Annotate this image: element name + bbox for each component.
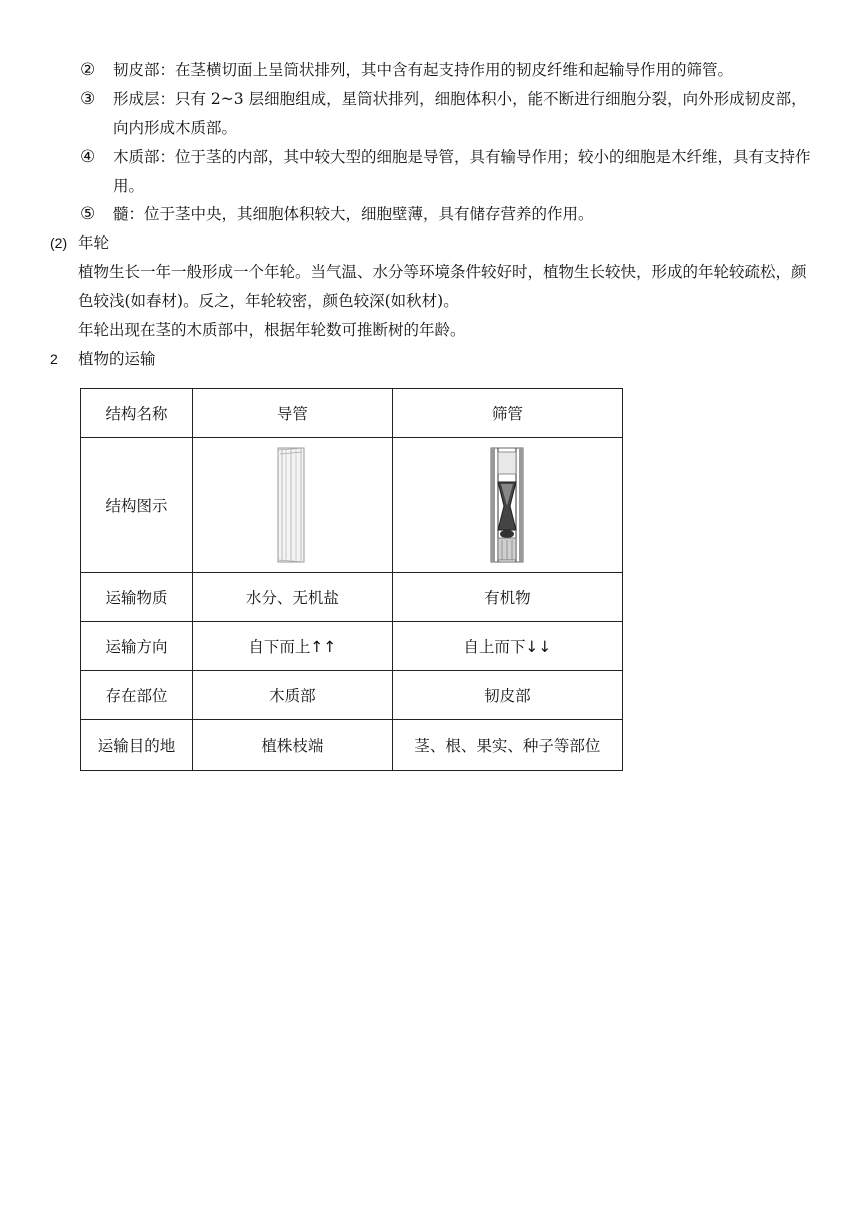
item-number: ⑤ bbox=[80, 204, 96, 224]
stem-part-cambium bbox=[80, 85, 815, 143]
section-title: 年轮 bbox=[78, 234, 110, 252]
section-title: 植物的运输 bbox=[78, 350, 156, 368]
vessel-diagram-cell bbox=[193, 438, 393, 573]
table-cell: 有机物 bbox=[392, 573, 622, 622]
table-row-label: 运输目的地 bbox=[81, 720, 193, 771]
stem-part-xylem bbox=[80, 143, 815, 201]
table-row-label: 存在部位 bbox=[81, 671, 193, 720]
section-heading-annual-rings bbox=[50, 229, 109, 258]
transport-comparison-table bbox=[80, 388, 623, 771]
table-row bbox=[81, 573, 623, 622]
stem-part-phloem bbox=[80, 56, 815, 85]
item-text: 形成层：只有 2~3 层细胞组成，星筒状排列，细胞体积小，能不断进行细胞分裂，向外形成韧皮部，向内形成木质部。 bbox=[113, 90, 807, 137]
sieve-tube-diagram bbox=[487, 444, 527, 566]
item-number: ③ bbox=[80, 89, 96, 109]
section-number: 2 bbox=[50, 351, 58, 367]
table-cell: 韧皮部 bbox=[392, 671, 622, 720]
table-cell: 自下而上↑↑ bbox=[193, 622, 393, 671]
table-header-cell: 结构名称 bbox=[81, 389, 193, 438]
stem-part-pith bbox=[80, 200, 815, 229]
table-header-cell: 导管 bbox=[193, 389, 393, 438]
section-heading-transport bbox=[50, 345, 156, 374]
table-cell: 木质部 bbox=[193, 671, 393, 720]
table-row-label: 运输方向 bbox=[81, 622, 193, 671]
table-cell: 自上而下↓↓ bbox=[392, 622, 622, 671]
table-row bbox=[81, 671, 623, 720]
vessel-diagram bbox=[272, 444, 312, 566]
annual-rings-paragraph: 植物生长一年一般形成一个年轮。当气温、水分等环境条件较好时，植物生长较快，形成的年轮较疏松，颜色较浅(如春材)。反之，年轮较密，颜色较深(如秋材)。 bbox=[78, 263, 807, 310]
table-row bbox=[81, 622, 623, 671]
section-number: (2) bbox=[50, 235, 68, 251]
annual-rings-paragraph: 年轮出现在茎的木质部中，根据年轮数可推断树的年龄。 bbox=[78, 321, 466, 339]
item-number: ② bbox=[80, 60, 96, 80]
item-number: ④ bbox=[80, 147, 96, 167]
table-row-label: 运输物质 bbox=[81, 573, 193, 622]
item-text: 髓：位于茎中央，其细胞体积较大，细胞壁薄，具有储存营养的作用。 bbox=[113, 205, 594, 223]
table-header-cell: 筛管 bbox=[392, 389, 622, 438]
table-cell: 茎、根、果实、种子等部位 bbox=[392, 720, 622, 771]
item-text: 木质部：位于茎的内部，其中较大型的细胞是导管，具有输导作用；较小的细胞是木纤维，具有支持作用。 bbox=[113, 148, 811, 195]
table-row bbox=[81, 720, 623, 771]
table-row-label: 结构图示 bbox=[81, 438, 193, 573]
table-image-row bbox=[81, 438, 623, 573]
item-text: 韧皮部：在茎横切面上呈筒状排列，其中含有起支持作用的韧皮纤维和起输导作用的筛管。 bbox=[113, 61, 734, 79]
sieve-tube-diagram-cell bbox=[392, 438, 622, 573]
table-cell: 植株枝端 bbox=[193, 720, 393, 771]
table-cell: 水分、无机盐 bbox=[193, 573, 393, 622]
table-header-row bbox=[81, 389, 623, 438]
